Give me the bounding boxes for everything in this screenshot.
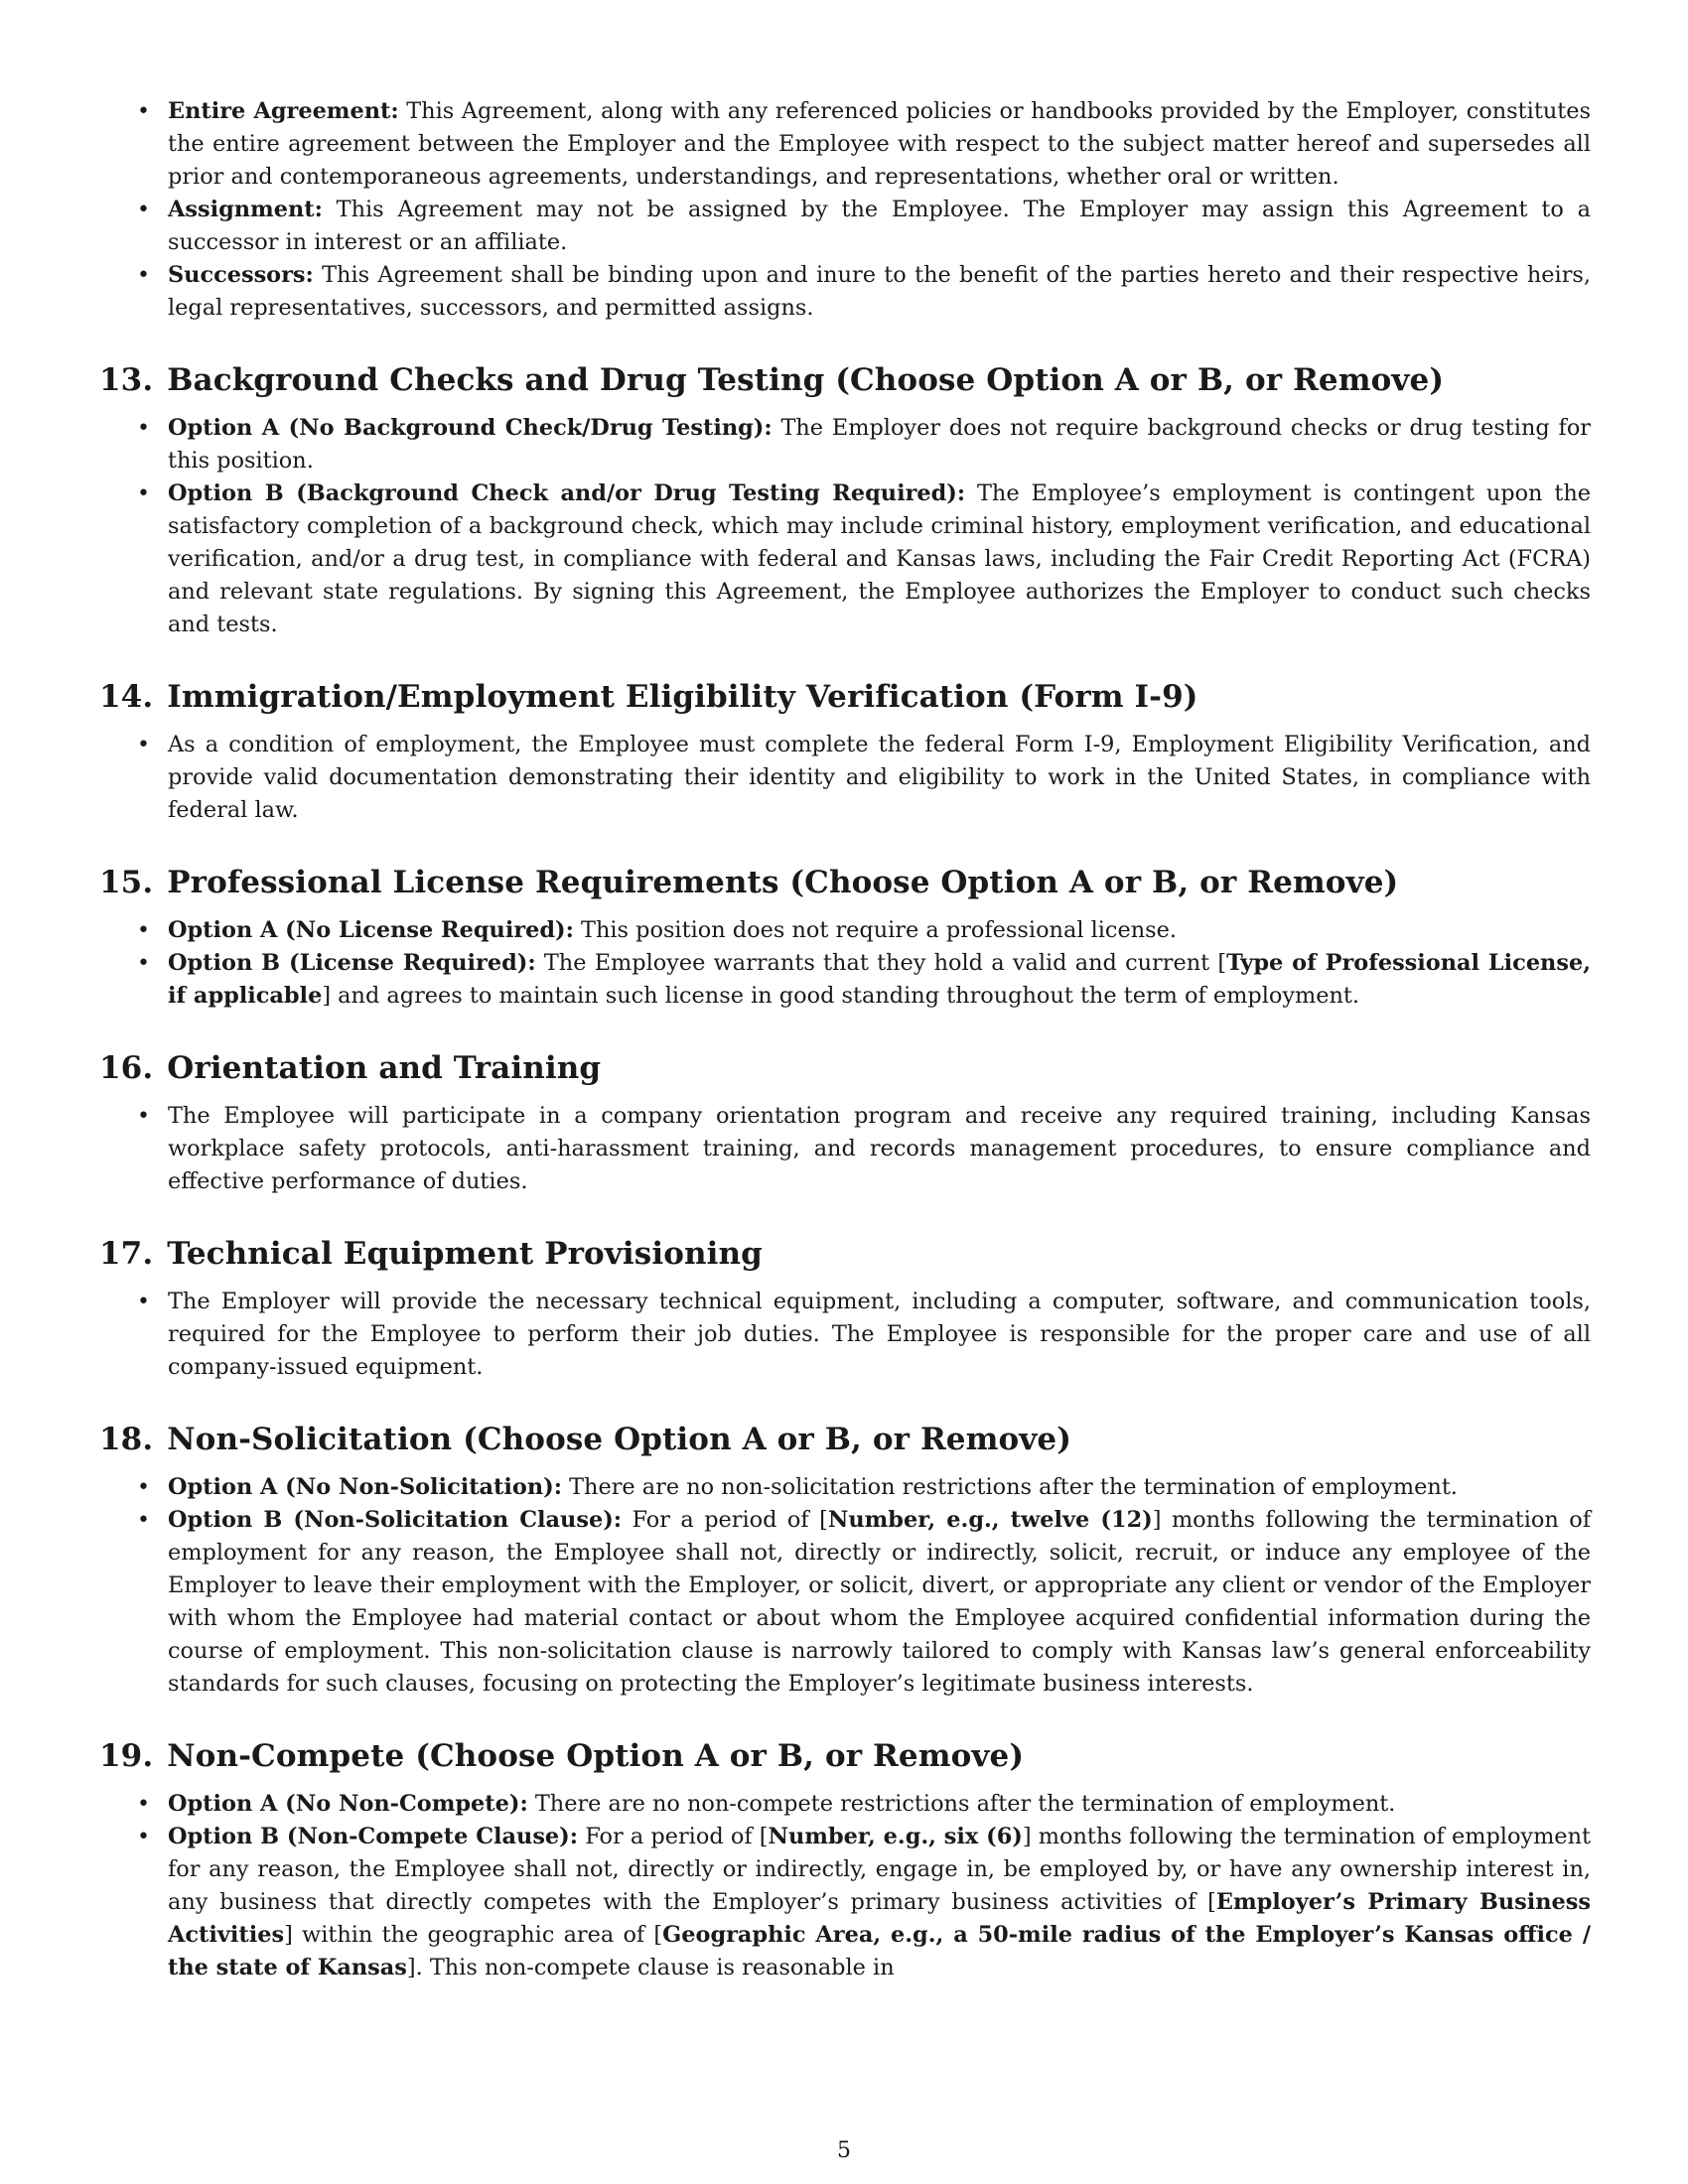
placeholder-field: Type of Professional License, if applicable	[168, 950, 1591, 1009]
document-body	[99, 95, 1591, 1984]
section-title: Non-Solicitation (Choose Option A or B, or Remove)	[167, 1422, 1072, 1457]
section-13-list	[99, 412, 1591, 641]
section-number: 18.	[99, 1422, 154, 1457]
option-text: This position does not require a professional license.	[573, 917, 1177, 943]
clause-text: As a condition of employment, the Employee must complete the federal Form I-9, Employment Eligibility Verification, and provide valid documentation demonstrating their identity and eligibility to work in the United States, in compliance with federal law.	[168, 732, 1591, 823]
section-title: Non-Compete (Choose Option A or B, or Remove)	[167, 1738, 1025, 1774]
option-lead: Option A (No Non-Solicitation):	[168, 1474, 562, 1500]
option-lead: Option A (No License Required):	[168, 917, 574, 943]
intro-list	[99, 95, 1591, 325]
clause-lead: Successors:	[168, 262, 314, 288]
option-text: For a period of [	[622, 1507, 828, 1533]
section-heading-18	[99, 1420, 1591, 1459]
option-text: ] and agrees to maintain such license in good standing throughout the term of employment.	[322, 983, 1360, 1009]
clause-text: This Agreement, along with any referenced policies or handbooks provided by the Employer, constitutes the entire agreement between the Employer and the Employee with respect to the subject matter hereof and supersedes all prior and contemporaneous agreements, understandings, and representations, whether oral or written.	[168, 98, 1591, 190]
section-number: 15.	[99, 865, 154, 900]
section-heading-13	[99, 360, 1591, 400]
clause-text: This Agreement may not be assigned by the Employee. The Employer may assign this Agreement to a successor in interest or an affiliate.	[168, 197, 1591, 255]
section-heading-17	[99, 1234, 1591, 1274]
list-item	[99, 1100, 1591, 1198]
section-title: Professional License Requirements (Choose Option A or B, or Remove)	[167, 865, 1399, 900]
option-lead: Option B (Background Check and/or Drug Testing Required):	[168, 480, 966, 506]
section-heading-14	[99, 677, 1591, 717]
option-text: There are no non-solicitation restrictions after the termination of employment.	[561, 1474, 1458, 1500]
placeholder-field: Geographic Area, e.g., a 50-mile radius of the Employer’s Kansas office / the state of Kansas	[168, 1922, 1591, 1980]
section-19-list	[99, 1788, 1591, 1984]
section-heading-19	[99, 1736, 1591, 1776]
section-title: Immigration/Employment Eligibility Verification (Form I-9)	[167, 679, 1198, 715]
option-text: ] months following the termination of employment for any reason, the Employee shall not, directly or indirectly, engage in, be employed by, or have any ownership interest in, any business that directly competes with the Employer’s primary business activities of [	[168, 1824, 1591, 1915]
option-lead: Option B (License Required):	[168, 950, 536, 976]
section-15-list	[99, 914, 1591, 1013]
option-text: There are no non-compete restrictions after the termination of employment.	[527, 1791, 1396, 1817]
list-item	[99, 1788, 1591, 1821]
list-item	[99, 194, 1591, 259]
placeholder-field: Number, e.g., twelve (12)	[827, 1507, 1153, 1533]
placeholder-field: Employer’s Primary Business Activities	[168, 1889, 1591, 1948]
list-item	[99, 1471, 1591, 1504]
placeholder-field: Number, e.g., six (6)	[768, 1824, 1023, 1849]
section-18-list	[99, 1471, 1591, 1701]
option-text: ]. This non-compete clause is reasonable in	[406, 1955, 895, 1980]
section-number: 13.	[99, 362, 154, 398]
option-text: The Employer does not require background checks or drug testing for this position.	[168, 415, 1592, 474]
section-17-list	[99, 1286, 1591, 1384]
list-item	[99, 1821, 1591, 1984]
section-14-list	[99, 729, 1591, 827]
clause-text: The Employee will participate in a company orientation program and receive any required training, including Kansas workplace safety protocols, anti-harassment training, and records management procedures, to ensure compliance and effective performance of duties.	[168, 1103, 1591, 1194]
option-text: The Employee warrants that they hold a valid and current [	[535, 950, 1227, 976]
section-title: Background Checks and Drug Testing (Choose Option A or B, or Remove)	[167, 362, 1445, 398]
option-text: ] months following the termination of employment for any reason, the Employee shall not, directly or indirectly, solicit, recruit, or induce any employee of the Employer to leave their employment with the Employer, or solicit, divert, or appropriate any client or vendor of the Employer with whom the Employee had material contact or about whom the Employee acquired confidential information during the course of employment. This non-solicitation clause is narrowly tailored to comply with Kansas law’s general enforceability standards for such clauses, focusing on protecting the Employer’s legitimate business interests.	[168, 1507, 1591, 1697]
section-heading-16	[99, 1048, 1591, 1088]
section-number: 14.	[99, 679, 154, 715]
section-number: 17.	[99, 1236, 154, 1272]
section-number: 19.	[99, 1738, 154, 1774]
option-lead: Option A (No Background Check/Drug Testing):	[168, 415, 773, 441]
list-item	[99, 914, 1591, 947]
clause-lead: Entire Agreement:	[168, 98, 399, 124]
list-item	[99, 1504, 1591, 1701]
option-text: The Employee’s employment is contingent upon the satisfactory completion of a background check, which may include criminal history, employment verification, and educational verification, and/or a drug test, in compliance with federal and Kansas laws, including the Fair Credit Reporting Act (FCRA) and relevant state regulations. By signing this Agreement, the Employee authorizes the Employer to conduct such checks and tests.	[168, 480, 1591, 637]
clause-text: The Employer will provide the necessary technical equipment, including a computer, software, and communication tools, required for the Employee to perform their job duties. The Employee is responsible for the proper care and use of all company-issued equipment.	[168, 1289, 1591, 1380]
option-lead: Option A (No Non-Compete):	[168, 1791, 528, 1817]
list-item	[99, 259, 1591, 325]
list-item	[99, 412, 1591, 478]
clause-text: This Agreement shall be binding upon and inure to the benefit of the parties hereto and their respective heirs, legal representatives, successors, and permitted assigns.	[168, 262, 1591, 321]
option-text: For a period of [	[578, 1824, 769, 1849]
list-item	[99, 1286, 1591, 1384]
clause-lead: Assignment:	[168, 197, 323, 222]
page-number: 5	[837, 2138, 851, 2163]
list-item	[99, 729, 1591, 827]
section-title: Orientation and Training	[167, 1050, 602, 1086]
section-16-list	[99, 1100, 1591, 1198]
list-item	[99, 478, 1591, 641]
section-heading-15	[99, 863, 1591, 902]
option-text: ] within the geographic area of [	[284, 1922, 663, 1948]
option-lead: Option B (Non-Solicitation Clause):	[168, 1507, 623, 1533]
option-lead: Option B (Non-Compete Clause):	[168, 1824, 579, 1849]
section-number: 16.	[99, 1050, 154, 1086]
section-title: Technical Equipment Provisioning	[167, 1236, 763, 1272]
list-item	[99, 95, 1591, 194]
list-item	[99, 947, 1591, 1013]
